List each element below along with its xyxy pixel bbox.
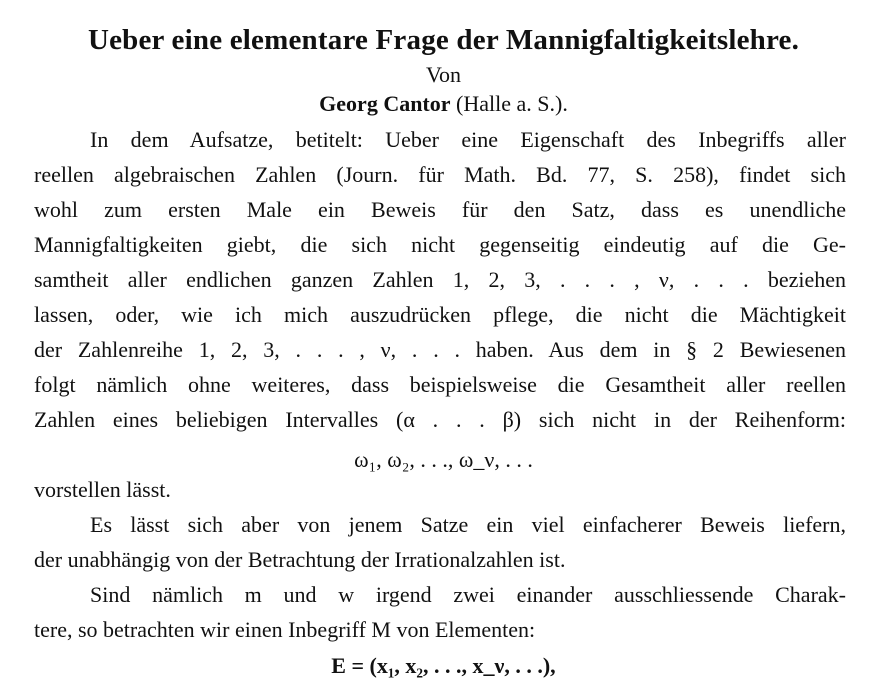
author-affiliation: (Halle a. S.). <box>456 91 568 116</box>
paragraph-line: samtheit aller endlichen ganzen Zahlen 1, 2, 3, . . . , ν, . . . beziehen <box>34 267 846 292</box>
paragraph-line: Es lässt sich aber von jenem Satze ein viel einfacherer Beweis liefern, <box>90 512 846 537</box>
paragraph-line: reellen algebraischen Zahlen (Journ. für Math. Bd. 77, S. 258), findet sich <box>34 162 846 187</box>
paragraph-line: In dem Aufsatze, betitelt: Ueber eine Eigenschaft des Inbegriffs aller <box>90 127 846 152</box>
paragraph-line: tere, so betrachten wir einen Inbegriff M von Elementen: <box>34 617 536 642</box>
byline-von: Von <box>425 62 462 87</box>
paragraph-line: folgt nämlich ohne weiteres, dass beispielsweise die Gesamtheit aller reellen <box>34 372 846 397</box>
paragraph-line: wohl zum ersten Male ein Beweis für den Satz, dass es unendliche <box>34 197 846 222</box>
paragraph-line: Sind nämlich m und w irgend zwei einander ausschliessende Charak- <box>90 582 846 607</box>
formula-element-E: E = (x₁, x₂, . . ., x_ν, . . .), <box>331 653 556 678</box>
formula-omega-sequence: ω₁, ω₂, . . ., ω_ν, . . . <box>354 447 533 472</box>
author-line <box>0 90 887 118</box>
paragraph-line: Mannigfaltigkeiten giebt, die sich nicht gegenseitig eindeutig auf die Ge- <box>34 232 846 257</box>
author-name: Georg Cantor <box>319 91 451 116</box>
paragraph-line: lassen, oder, wie ich mich auszudrücken pflege, die nicht die Mächtigkeit <box>34 302 846 327</box>
paragraph-line: der unabhängig von der Betrachtung der Irrationalzahlen ist. <box>34 547 566 572</box>
paragraph-line: vorstellen lässt. <box>34 477 171 502</box>
paragraph-line: der Zahlenreihe 1, 2, 3, . . . , ν, . . . haben. Aus dem in § 2 Bewiesenen <box>34 337 846 362</box>
paper-title: Ueber eine elementare Frage der Mannigfaltigkeitslehre. <box>87 24 800 56</box>
paragraph-line: Zahlen eines beliebigen Intervalles (α . . . β) sich nicht in der Reihenform: <box>34 407 846 432</box>
